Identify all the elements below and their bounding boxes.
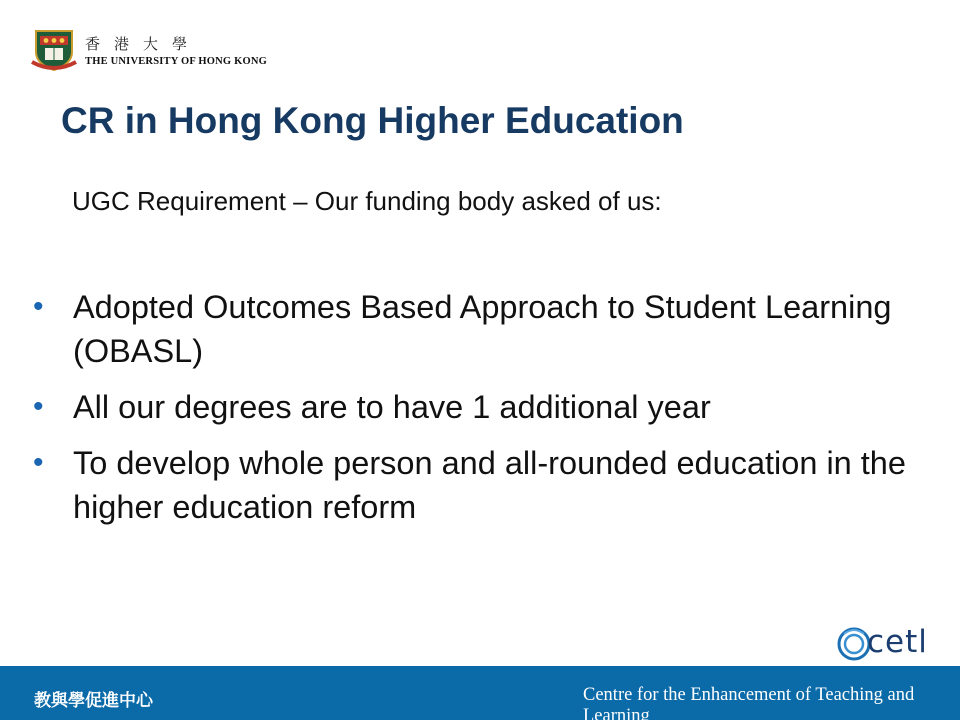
cetl-logo-text: cetl: [867, 624, 928, 660]
footer-chinese-name: 教與學促進中心: [34, 691, 153, 711]
university-english-name: THE UNIVERSITY OF HONG KONG: [85, 56, 267, 67]
bullet-dot-icon: •: [33, 390, 44, 423]
slide-subtitle: UGC Requirement – Our funding body asked of us:: [72, 186, 662, 216]
bullet-text: Adopted Outcomes Based Approach to Student Learning (OBASL): [73, 289, 892, 369]
bullet-text: To develop whole person and all-rounded education in the higher education reform: [73, 445, 906, 525]
bullet-text: All our degrees are to have 1 additional year: [73, 389, 711, 425]
university-chinese-name: 香港大學: [85, 35, 202, 53]
bullet-dot-icon: •: [33, 290, 44, 323]
footer-english-name: Centre for the Enhancement of Teaching and Learning: [583, 685, 915, 726]
hku-crest-icon: [30, 28, 78, 72]
footer-band: [0, 666, 960, 726]
bullet-item: [33, 385, 913, 429]
bullet-list: [33, 285, 913, 541]
slide-title: CR in Hong Kong Higher Education: [61, 100, 684, 141]
bullet-dot-icon: •: [33, 446, 44, 479]
bullet-item: [33, 441, 913, 529]
bullet-item: [33, 285, 913, 373]
